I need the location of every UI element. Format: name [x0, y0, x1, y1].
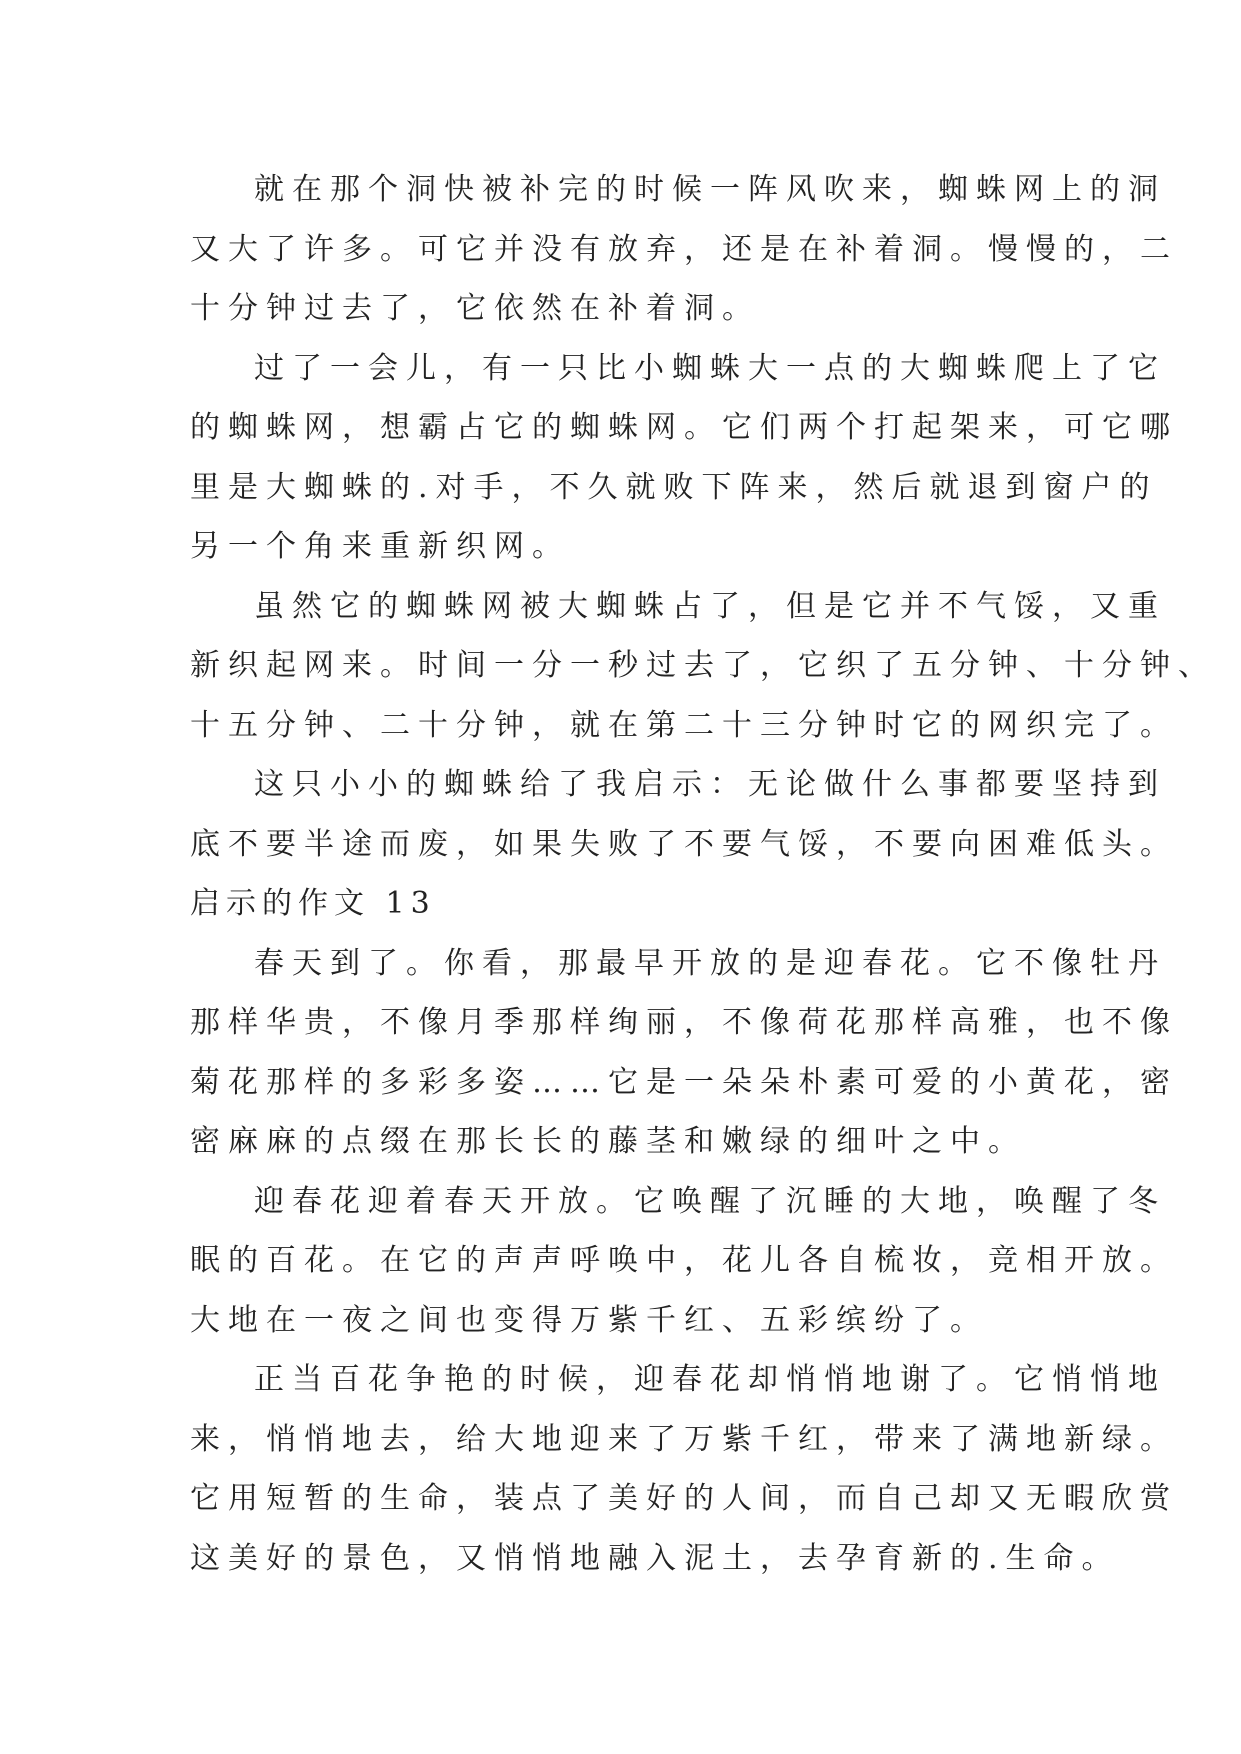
text-line: 过了一会儿，有一只比小蜘蛛大一点的大蜘蛛爬上了它 [254, 350, 1166, 386]
text-line: 眠的百花。在它的声声呼唤中，花儿各自梳妆，竞相开放。 [190, 1243, 1178, 1278]
text-line: 大地在一夜之间也变得万紫千红、五彩缤纷了。 [190, 1302, 988, 1338]
text-line: 另一个角来重新织网。 [190, 529, 570, 564]
text-line: 密麻麻的点缀在那长长的藤茎和嫩绿的细叶之中。 [190, 1124, 1026, 1159]
text-line: 底不要半途而废，如果失败了不要气馁，不要向困难低头。 [190, 826, 1178, 862]
text-line: 正当百花争艳的时候，迎春花却悄悄地谢了。它悄悄地 [254, 1362, 1166, 1397]
text-line: 春天到了。你看，那最早开放的是迎春花。它不像牡丹 [254, 945, 1166, 981]
text-line: 新织起网来。时间一分一秒过去了，它织了五分钟、十分钟、 [190, 648, 1216, 683]
text-line: 又大了许多。可它并没有放弃，还是在补着洞。慢慢的，二 [190, 231, 1178, 267]
text-line: 来，悄悄地去，给大地迎来了万紫千红，带来了满地新绿。 [190, 1421, 1178, 1457]
text-line: 里是大蜘蛛的.对手，不久就败下阵来，然后就退到窗户的 [190, 469, 1158, 505]
text-line: 的蜘蛛网，想霸占它的蜘蛛网。它们两个打起架来，可它哪 [190, 410, 1178, 445]
text-line: 就在那个洞快被补完的时候一阵风吹来，蜘蛛网上的洞 [254, 172, 1166, 207]
text-line: 它用短暂的生命，装点了美好的人间，而自己却又无暇欣赏 [190, 1481, 1178, 1516]
text-line: 十五分钟、二十分钟，就在第二十三分钟时它的网织完了。 [190, 707, 1178, 743]
text-line: 虽然它的蜘蛛网被大蜘蛛占了，但是它并不气馁，又重 [254, 588, 1166, 624]
text-line: 十分钟过去了，它依然在补着洞。 [190, 291, 760, 326]
section-heading: 启示的作文 13 [190, 886, 436, 921]
text-line: 菊花那样的多彩多姿……它是一朵朵朴素可爱的小黄花，密 [190, 1064, 1178, 1100]
text-line: 迎春花迎着春天开放。它唤醒了沉睡的大地，唤醒了冬 [254, 1183, 1166, 1219]
text-line: 这美好的景色，又悄悄地融入泥土，去孕育新的.生命。 [190, 1540, 1120, 1576]
text-line: 这只小小的蜘蛛给了我启示：无论做什么事都要坚持到 [254, 767, 1166, 802]
document-body [190, 160, 1216, 1588]
text-line: 那样华贵，不像月季那样绚丽，不像荷花那样高雅，也不像 [190, 1005, 1178, 1040]
